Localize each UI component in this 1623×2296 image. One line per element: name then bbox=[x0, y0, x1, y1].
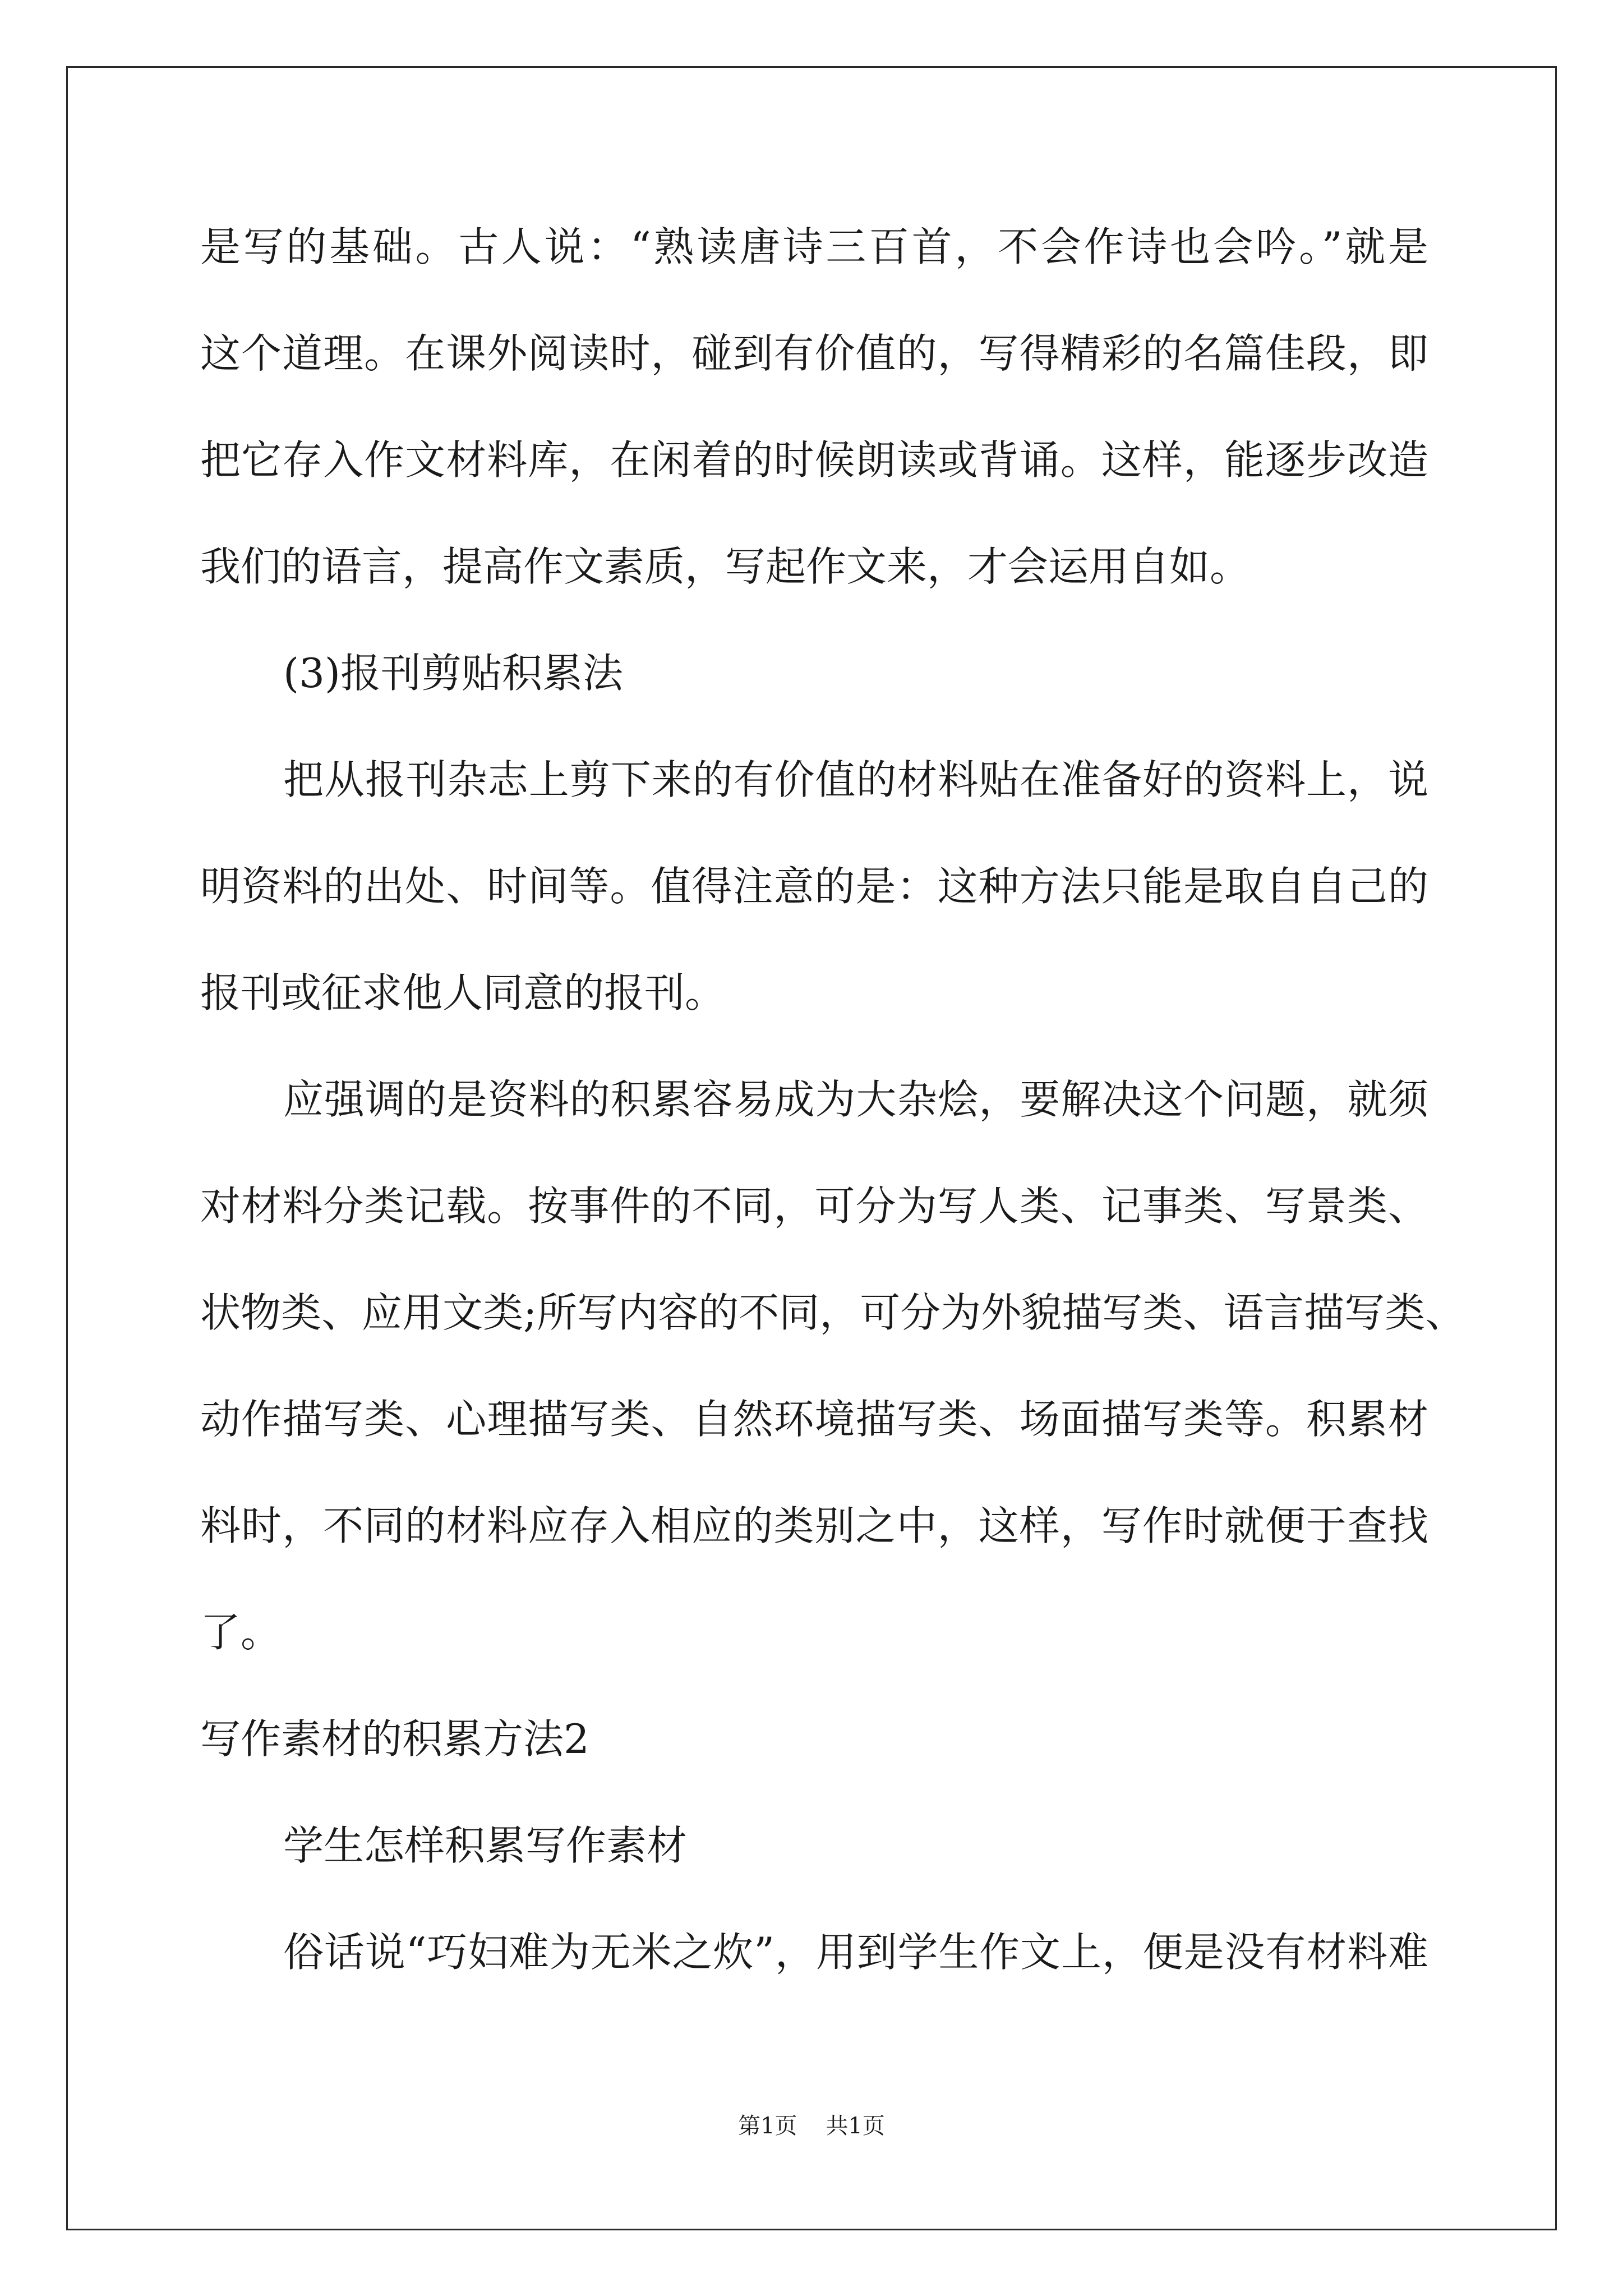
text-line-13: 料时，不同的材料应存入相应的类别之中，这样，写作时就便于查找 bbox=[200, 1502, 1428, 1549]
text-line-11: 状物类、应用文类;所写内容的不同，可分为外貌描写类、语言描写类、 bbox=[200, 1289, 1466, 1336]
text-line-12: 动作描写类、心理描写类、自然环境描写类、场面描写类等。积累材 bbox=[200, 1396, 1428, 1443]
text-line-17: 俗话说“巧妇难为无米之炊”，用到学生作文上，便是没有材料难 bbox=[283, 1929, 1428, 1976]
document-body bbox=[200, 205, 1466, 2017]
text-line-8: 报刊或征求他人同意的报刊。 bbox=[200, 969, 726, 1016]
page-number: 第1页 bbox=[738, 2113, 797, 2139]
article-title-2: 写作素材的积累方法2 bbox=[200, 1715, 589, 1763]
article-subtitle: 学生怎样积累写作素材 bbox=[283, 1822, 688, 1869]
section-heading-3: (3)报刊剪贴积累法 bbox=[283, 650, 623, 697]
text-line-6: 把从报刊杂志上剪下来的有价值的材料贴在准备好的资料上，说 bbox=[283, 756, 1428, 803]
text-line-4: 我们的语言，提高作文素质，写起作文来，才会运用自如。 bbox=[200, 543, 1251, 590]
page-footer bbox=[0, 2109, 1623, 2143]
page-total: 共1页 bbox=[826, 2113, 885, 2139]
text-line-10: 对材料分类记载。按事件的不同，可分为写人类、记事类、写景类、 bbox=[200, 1182, 1428, 1230]
text-line-9: 应强调的是资料的积累容易成为大杂烩，要解决这个问题，就须 bbox=[283, 1076, 1428, 1123]
text-line-7: 明资料的出处、时间等。值得注意的是：这种方法只能是取自自己的 bbox=[200, 863, 1428, 910]
text-line-3: 把它存入作文材料库，在闲着的时候朗读或背诵。这样，能逐步改造 bbox=[200, 436, 1428, 484]
text-line-1: 是写的基础。古人说：“熟读唐诗三百首，不会作诗也会吟。”就是 bbox=[200, 223, 1428, 270]
text-line-2: 这个道理。在课外阅读时，碰到有价值的，写得精彩的名篇佳段，即 bbox=[200, 330, 1428, 377]
text-line-14: 了。 bbox=[200, 1609, 282, 1656]
